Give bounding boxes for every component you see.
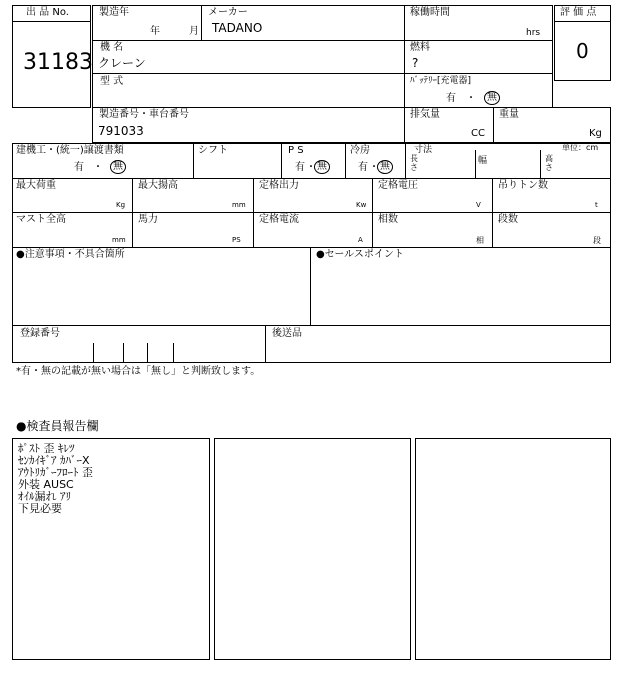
- transfer-yes: 有: [74, 162, 84, 173]
- battery-label: ﾊﾞｯﾃﾘｰ[充電器]: [410, 76, 472, 86]
- horsepower-unit: PS: [232, 236, 241, 244]
- rated-current-label: 定格電流: [259, 214, 299, 225]
- ac-label: 冷房: [350, 145, 370, 156]
- stages-label: 段数: [498, 214, 518, 225]
- month-unit: 月: [189, 26, 199, 37]
- serial-label: 製造番号・車台番号: [99, 109, 189, 120]
- sales-point-label: ●セールスポイント: [316, 249, 404, 260]
- rated-output-label: 定格出力: [259, 180, 299, 191]
- fuel-label: 燃料: [410, 42, 430, 53]
- max-lift-label: 最大揚高: [138, 180, 178, 191]
- transfer-no-circled: 無: [110, 160, 126, 174]
- width-label: 幅: [478, 156, 488, 166]
- horsepower-label: 馬力: [138, 214, 158, 225]
- caution-label: ●注意事項・不具合箇所: [16, 249, 125, 260]
- shift-label: シフト: [198, 145, 228, 156]
- hoist-ton-label: 吊りトン数: [498, 180, 548, 191]
- battery-yes: 有: [446, 93, 456, 104]
- battery-no-circled: 無: [484, 91, 500, 105]
- lot-no-label: 出 品 No.: [26, 7, 69, 18]
- weight-label: 重量: [499, 109, 519, 120]
- max-load-label: 最大荷重: [16, 180, 56, 191]
- dimensions-label: 寸法: [414, 145, 433, 155]
- shipping-label: 後送品: [272, 328, 302, 339]
- displacement-unit: CC: [471, 128, 485, 139]
- serial-value: 791033: [98, 124, 144, 138]
- mfg-year-label: 製造年: [99, 7, 129, 18]
- maker-value: TADANO: [212, 21, 263, 35]
- ps-yes: 有: [295, 162, 305, 173]
- hoist-ton-unit: t: [595, 201, 598, 209]
- rated-output-unit: Kw: [356, 201, 367, 209]
- max-load-unit: Kg: [116, 201, 126, 209]
- ps-dot: ・: [306, 162, 316, 173]
- weight-unit: Kg: [589, 128, 602, 139]
- report-text-1: ﾎﾟｽﾄ 歪 ｷﾚﾂ ｾﾝｶｲｷﾞｱ ｶﾊﾞｰX ｱｳﾄﾘｶﾞｰﾌﾛｰﾄ 歪 外装 AUSC ｵｲﾙ漏れ ｱﾘ 下見必要: [18, 442, 93, 515]
- maker-label: メーカー: [208, 7, 248, 18]
- hours-label: 稼働時間: [410, 7, 450, 18]
- lot-no-value: 31183: [23, 50, 93, 75]
- ac-dot: ・: [369, 162, 379, 173]
- type-label: 型 式: [100, 76, 124, 87]
- rated-voltage-unit: V: [476, 201, 481, 209]
- stages-unit: 段: [593, 236, 601, 245]
- displacement-label: 排気量: [410, 109, 440, 120]
- footnote: *有・無の記載が無い場合は「無し」と判断致します。: [16, 366, 261, 377]
- inspection-title: ●検査員報告欄: [16, 419, 99, 433]
- ps-no-circled: 無: [314, 160, 330, 174]
- phase-label: 相数: [378, 214, 398, 225]
- hours-unit: hrs: [526, 28, 541, 38]
- registration-label: 登録番号: [20, 328, 60, 339]
- year-unit: 年: [150, 26, 160, 37]
- length-label: 長 さ: [410, 154, 418, 172]
- main-info-block: [92, 5, 553, 108]
- report-box-2: [214, 438, 411, 660]
- report-box-3: [415, 438, 611, 660]
- battery-dot: ・: [466, 93, 476, 104]
- transfer-dot: ・: [93, 162, 103, 173]
- mast-height-unit: mm: [112, 236, 126, 244]
- ps-label: P S: [288, 145, 304, 156]
- fuel-value: ?: [412, 56, 419, 70]
- height-label: 高 さ: [545, 154, 553, 172]
- max-lift-unit: mm: [232, 201, 246, 209]
- rating-value: 0: [576, 39, 589, 63]
- transfer-docs-label: 建機工・(統一)譲渡書類: [16, 145, 124, 156]
- model-name-label: 機 名: [100, 42, 124, 53]
- rating-label: 評 価 点: [560, 7, 597, 18]
- model-name-value: クレーン: [98, 56, 146, 70]
- rated-current-unit: A: [358, 236, 363, 244]
- rated-voltage-label: 定格電圧: [378, 180, 418, 191]
- phase-unit: 相: [476, 236, 484, 245]
- ac-no-circled: 無: [377, 160, 393, 174]
- mast-height-label: マスト全高: [16, 214, 66, 225]
- spec-grid: [12, 143, 611, 248]
- dimensions-unit-label: 単位：cm: [562, 143, 599, 152]
- notes-block: [12, 247, 611, 363]
- ac-yes: 有: [358, 162, 368, 173]
